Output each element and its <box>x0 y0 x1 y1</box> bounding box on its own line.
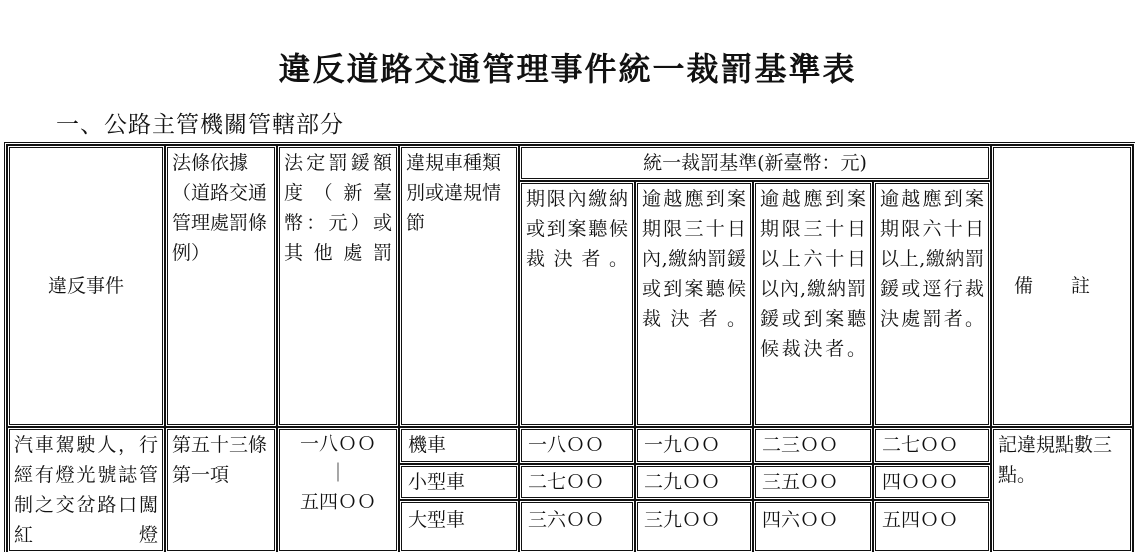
fine-max: 五四ＯＯ <box>299 491 376 513</box>
header-fine-range: 法定罰鍰額度（新臺幣：元）或其他處罰 <box>277 145 399 427</box>
table-row <box>7 427 1133 464</box>
amount-cell: 五四ＯＯ <box>873 500 991 552</box>
header-remarks <box>991 145 1133 427</box>
fine-min: 一八ＯＯ <box>299 433 376 455</box>
header-legal-basis: 法條依據（道路交通管理處罰條例） <box>165 145 277 427</box>
penalty-table <box>4 142 1135 552</box>
amount-cell: 二七ＯＯ <box>873 427 991 464</box>
vehicle-type-cell: 小型車 <box>399 464 519 501</box>
vehicle-type-cell: 機車 <box>399 427 519 464</box>
header-violation: 違反事件 <box>7 145 165 427</box>
amount-cell: 二三ＯＯ <box>753 427 873 464</box>
amount-cell: 四ＯＯＯ <box>873 464 991 501</box>
vehicle-type-cell: 大型車 <box>399 500 519 552</box>
amount-cell: 四六ＯＯ <box>753 500 873 552</box>
violation-description: 汽車駕駛人，行經有燈光號誌管制之交岔路口闖紅燈 <box>7 427 165 552</box>
section-heading: 一、公路主管機關管轄部分 <box>56 112 344 138</box>
amount-cell: 一八ＯＯ <box>519 427 635 464</box>
header-remarks-label: 備註 <box>1014 275 1091 297</box>
document-title: 違反道路交通管理事件統一裁罰基準表 <box>278 50 857 88</box>
header-period-2: 逾越應到案期限三十日內,繳納罰鍰或到案聽候裁決者。 <box>635 181 753 427</box>
fine-range-value <box>277 427 399 552</box>
header-period-4: 逾越應到案期限六十日以上,繳納罰鍰或逕行裁決處罰者。 <box>873 181 991 427</box>
legal-basis-value: 第五十三條第一項 <box>165 427 277 552</box>
header-period-3: 逾越應到案期限三十日以上六十日以內,繳納罰鍰或到案聽候裁決者。 <box>753 181 873 427</box>
header-period-1: 期限內繳納或到案聽候裁決者。 <box>519 181 635 427</box>
amount-cell: 一九ＯＯ <box>635 427 753 464</box>
fine-separator: ｜ <box>328 462 348 484</box>
remarks-value: 記違規點數三點。 <box>991 427 1133 552</box>
header-standard: 統一裁罰基準(新臺幣：元) <box>519 145 991 181</box>
amount-cell: 三九ＯＯ <box>635 500 753 552</box>
amount-cell: 三五ＯＯ <box>753 464 873 501</box>
amount-cell: 三六ＯＯ <box>519 500 635 552</box>
header-vehicle-type: 違規車種類別或違規情節 <box>399 145 519 427</box>
amount-cell: 二九ＯＯ <box>635 464 753 501</box>
amount-cell: 二七ＯＯ <box>519 464 635 501</box>
